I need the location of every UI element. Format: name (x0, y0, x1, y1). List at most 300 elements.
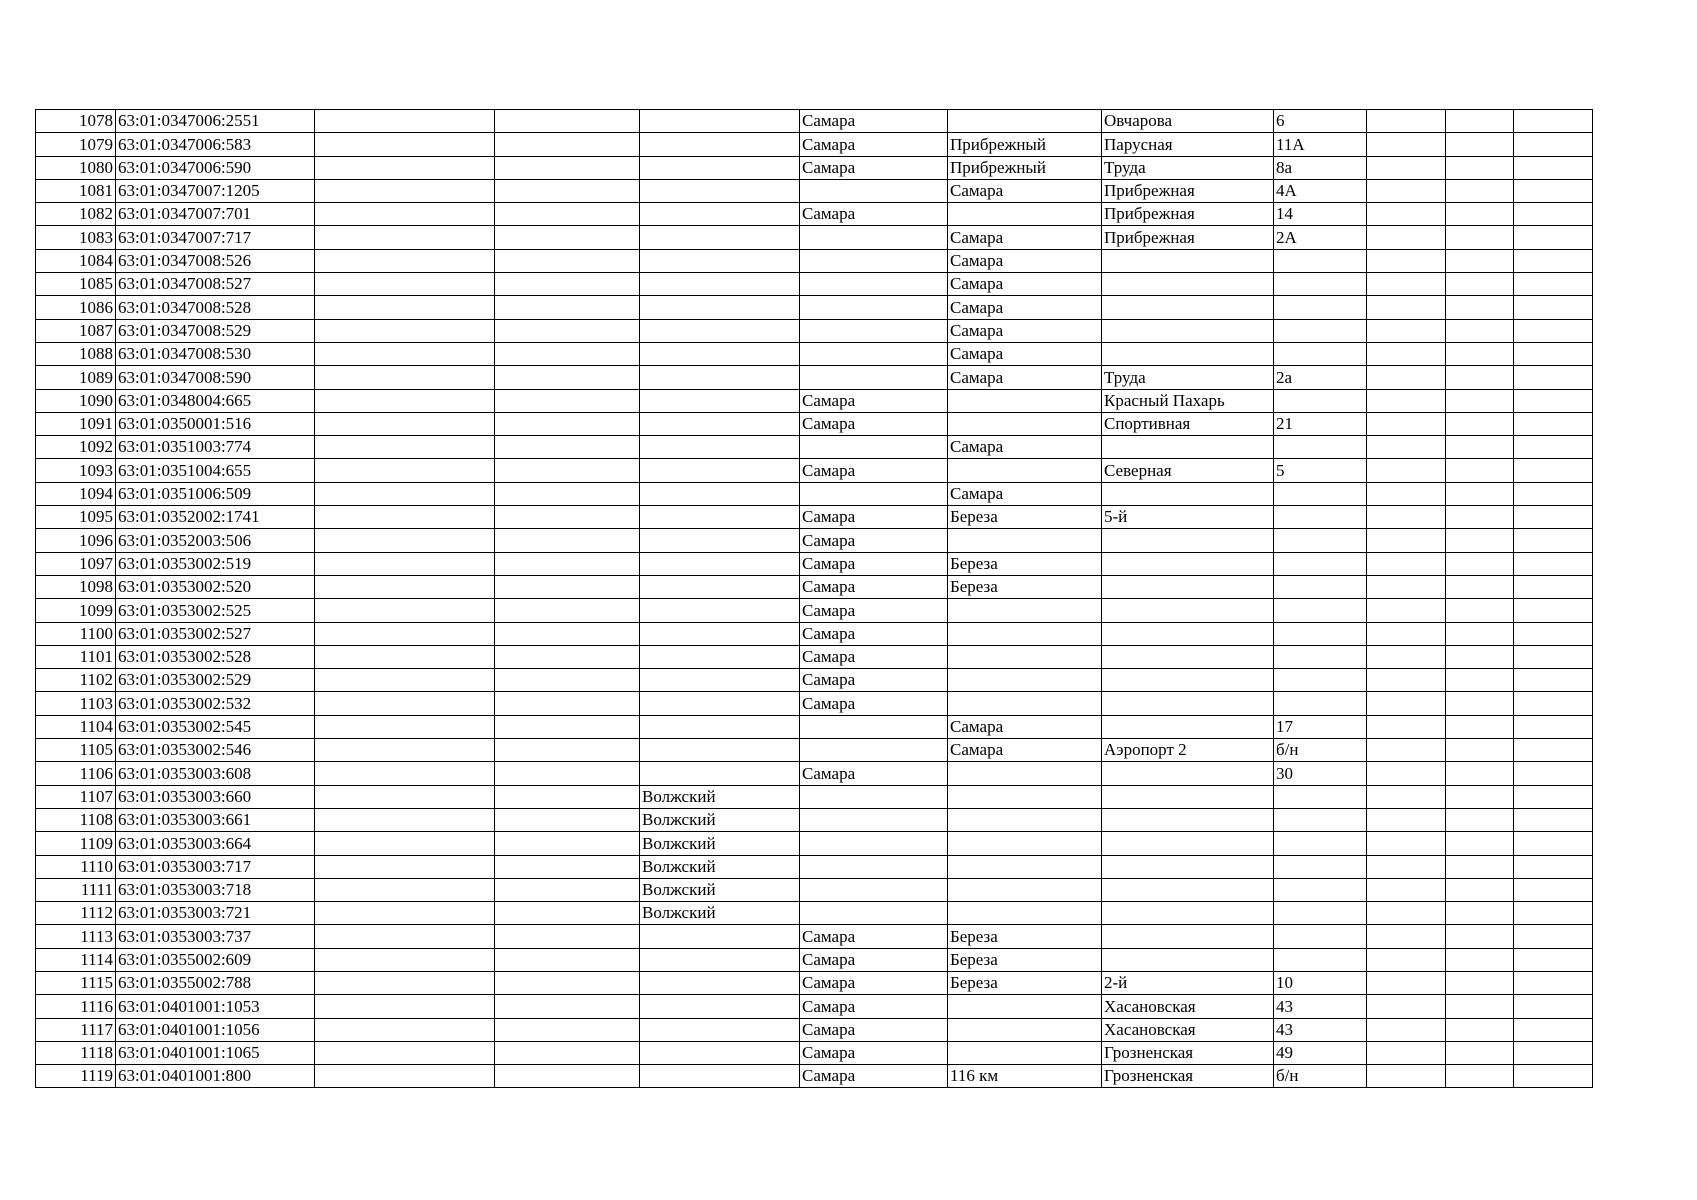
cell-c11 (1446, 832, 1514, 855)
cell-c3 (315, 156, 495, 179)
cell-house (1274, 296, 1367, 319)
cell-num: 1101 (36, 645, 116, 668)
cell-settlement (948, 645, 1102, 668)
cell-city: Самара (800, 575, 948, 598)
cell-c10 (1367, 902, 1446, 925)
cell-num: 1105 (36, 739, 116, 762)
cell-c4 (495, 296, 640, 319)
cell-c3 (315, 319, 495, 342)
cell-num: 1118 (36, 1041, 116, 1064)
cell-c10 (1367, 645, 1446, 668)
cell-street: Труда (1102, 366, 1274, 389)
cell-settlement: Самара (948, 273, 1102, 296)
cell-c11 (1446, 412, 1514, 435)
cell-c12 (1514, 1041, 1593, 1064)
cell-c10 (1367, 1041, 1446, 1064)
cell-district (640, 692, 800, 715)
cell-street (1102, 436, 1274, 459)
cell-cadastral-number: 63:01:0350001:516 (116, 412, 315, 435)
cell-settlement: Прибрежный (948, 156, 1102, 179)
cell-street: Прибрежная (1102, 226, 1274, 249)
cell-c12 (1514, 459, 1593, 482)
cell-city (800, 855, 948, 878)
cell-c10 (1367, 412, 1446, 435)
table-row (36, 925, 1593, 948)
cell-district: Волжский (640, 808, 800, 831)
cell-c12 (1514, 785, 1593, 808)
table-row (36, 739, 1593, 762)
cell-c11 (1446, 506, 1514, 529)
cell-c10 (1367, 971, 1446, 994)
cell-street (1102, 715, 1274, 738)
cell-district (640, 133, 800, 156)
cell-c3 (315, 482, 495, 505)
cell-city: Самара (800, 948, 948, 971)
cell-c3 (315, 529, 495, 552)
cell-c4 (495, 203, 640, 226)
cell-city (800, 878, 948, 901)
cell-house: 8а (1274, 156, 1367, 179)
cell-c3 (315, 599, 495, 622)
cell-num: 1099 (36, 599, 116, 622)
cell-c11 (1446, 715, 1514, 738)
cell-district: Волжский (640, 855, 800, 878)
cell-street (1102, 948, 1274, 971)
cell-settlement: Самара (948, 715, 1102, 738)
cell-house: 4А (1274, 179, 1367, 202)
cell-c10 (1367, 436, 1446, 459)
cell-city: Самара (800, 971, 948, 994)
cell-c12 (1514, 366, 1593, 389)
cell-settlement: Береза (948, 506, 1102, 529)
table-row (36, 529, 1593, 552)
cell-house (1274, 878, 1367, 901)
cell-street (1102, 319, 1274, 342)
table-row (36, 995, 1593, 1018)
cell-cadastral-number: 63:01:0347008:530 (116, 342, 315, 365)
cell-c3 (315, 249, 495, 272)
cell-city (800, 226, 948, 249)
table-row (36, 249, 1593, 272)
cell-c10 (1367, 389, 1446, 412)
cell-settlement (948, 599, 1102, 622)
cell-district (640, 249, 800, 272)
cell-cadastral-number: 63:01:0353002:520 (116, 575, 315, 598)
cell-city (800, 179, 948, 202)
cell-house (1274, 855, 1367, 878)
cell-c4 (495, 902, 640, 925)
cell-c4 (495, 948, 640, 971)
cell-street (1102, 855, 1274, 878)
cell-settlement: Самара (948, 179, 1102, 202)
cell-c10 (1367, 1018, 1446, 1041)
cell-house (1274, 529, 1367, 552)
table-row (36, 436, 1593, 459)
cell-c11 (1446, 273, 1514, 296)
cell-c3 (315, 273, 495, 296)
cell-district: Волжский (640, 785, 800, 808)
cell-district (640, 110, 800, 133)
cell-house (1274, 622, 1367, 645)
cell-city: Самара (800, 506, 948, 529)
cell-cadastral-number: 63:01:0401001:1065 (116, 1041, 315, 1064)
cell-house (1274, 599, 1367, 622)
cell-city (800, 808, 948, 831)
cell-city (800, 436, 948, 459)
cell-city: Самара (800, 925, 948, 948)
cell-c12 (1514, 832, 1593, 855)
cell-cadastral-number: 63:01:0355002:788 (116, 971, 315, 994)
cell-c4 (495, 925, 640, 948)
cell-settlement: Береза (948, 948, 1102, 971)
cell-street: Спортивная (1102, 412, 1274, 435)
cell-c11 (1446, 762, 1514, 785)
cell-c11 (1446, 971, 1514, 994)
cell-cadastral-number: 63:01:0353002:519 (116, 552, 315, 575)
cell-c10 (1367, 762, 1446, 785)
cell-house (1274, 925, 1367, 948)
cell-cadastral-number: 63:01:0353003:718 (116, 878, 315, 901)
cell-street (1102, 762, 1274, 785)
cell-c3 (315, 878, 495, 901)
cell-c3 (315, 412, 495, 435)
table-row (36, 342, 1593, 365)
cell-settlement (948, 762, 1102, 785)
cell-house (1274, 645, 1367, 668)
cell-c12 (1514, 1065, 1593, 1088)
cell-street: Хасановская (1102, 1018, 1274, 1041)
cell-c11 (1446, 226, 1514, 249)
cell-house: 11А (1274, 133, 1367, 156)
cell-cadastral-number: 63:01:0353002:532 (116, 692, 315, 715)
cell-num: 1104 (36, 715, 116, 738)
cell-num: 1098 (36, 575, 116, 598)
cell-c12 (1514, 110, 1593, 133)
cell-c11 (1446, 249, 1514, 272)
cell-c11 (1446, 319, 1514, 342)
cell-house: 2А (1274, 226, 1367, 249)
cell-settlement (948, 669, 1102, 692)
cell-c11 (1446, 110, 1514, 133)
cell-c3 (315, 1018, 495, 1041)
cell-settlement: Береза (948, 575, 1102, 598)
cell-c3 (315, 459, 495, 482)
cell-city: Самара (800, 133, 948, 156)
cell-cadastral-number: 63:01:0347008:528 (116, 296, 315, 319)
cell-c4 (495, 459, 640, 482)
cell-district (640, 273, 800, 296)
cell-cadastral-number: 63:01:0355002:609 (116, 948, 315, 971)
cell-c12 (1514, 552, 1593, 575)
cell-city: Самара (800, 645, 948, 668)
cell-street (1102, 785, 1274, 808)
table-row (36, 506, 1593, 529)
cell-settlement: Самара (948, 342, 1102, 365)
cell-settlement (948, 878, 1102, 901)
cell-house (1274, 832, 1367, 855)
cell-district (640, 366, 800, 389)
cell-num: 1112 (36, 902, 116, 925)
cell-c4 (495, 389, 640, 412)
cell-street (1102, 599, 1274, 622)
cell-district (640, 925, 800, 948)
cell-c4 (495, 855, 640, 878)
cell-district: Волжский (640, 902, 800, 925)
table-row (36, 459, 1593, 482)
cell-c4 (495, 552, 640, 575)
cell-c12 (1514, 319, 1593, 342)
cell-district (640, 156, 800, 179)
cell-street (1102, 273, 1274, 296)
cell-num: 1084 (36, 249, 116, 272)
cell-c11 (1446, 575, 1514, 598)
cell-c4 (495, 669, 640, 692)
cell-cadastral-number: 63:01:0353003:721 (116, 902, 315, 925)
cell-district (640, 342, 800, 365)
cell-cadastral-number: 63:01:0352002:1741 (116, 506, 315, 529)
cell-c4 (495, 599, 640, 622)
cell-street (1102, 552, 1274, 575)
cell-district (640, 575, 800, 598)
cell-c3 (315, 296, 495, 319)
cell-num: 1083 (36, 226, 116, 249)
cell-num: 1079 (36, 133, 116, 156)
cell-settlement: Самара (948, 366, 1102, 389)
cell-c11 (1446, 389, 1514, 412)
table-body (36, 110, 1593, 1088)
cell-c3 (315, 762, 495, 785)
table-row (36, 179, 1593, 202)
cell-city: Самара (800, 389, 948, 412)
cell-num: 1080 (36, 156, 116, 179)
cell-c4 (495, 1018, 640, 1041)
cell-house (1274, 389, 1367, 412)
cell-num: 1111 (36, 878, 116, 901)
table-row (36, 971, 1593, 994)
cell-city (800, 319, 948, 342)
cell-c10 (1367, 366, 1446, 389)
cell-c12 (1514, 669, 1593, 692)
cell-city (800, 482, 948, 505)
cell-c11 (1446, 692, 1514, 715)
table-row (36, 902, 1593, 925)
cell-house: 21 (1274, 412, 1367, 435)
cell-c12 (1514, 902, 1593, 925)
cell-settlement: Прибрежный (948, 133, 1102, 156)
cell-cadastral-number: 63:01:0351004:655 (116, 459, 315, 482)
cell-cadastral-number: 63:01:0353003:717 (116, 855, 315, 878)
cell-cadastral-number: 63:01:0401001:800 (116, 1065, 315, 1088)
cell-cadastral-number: 63:01:0353003:664 (116, 832, 315, 855)
cell-c10 (1367, 506, 1446, 529)
table-row (36, 645, 1593, 668)
cell-district (640, 319, 800, 342)
cell-c12 (1514, 529, 1593, 552)
cell-c10 (1367, 808, 1446, 831)
table-row (36, 855, 1593, 878)
cell-c12 (1514, 273, 1593, 296)
cell-cadastral-number: 63:01:0353002:546 (116, 739, 315, 762)
table-row (36, 482, 1593, 505)
cell-c3 (315, 739, 495, 762)
cell-cadastral-number: 63:01:0347007:717 (116, 226, 315, 249)
cell-house: 10 (1274, 971, 1367, 994)
cell-district (640, 436, 800, 459)
cell-c10 (1367, 296, 1446, 319)
cell-street: Грозненская (1102, 1065, 1274, 1088)
cell-settlement: Береза (948, 552, 1102, 575)
cell-c4 (495, 832, 640, 855)
cell-city: Самара (800, 622, 948, 645)
cell-c11 (1446, 878, 1514, 901)
cell-num: 1107 (36, 785, 116, 808)
cell-c11 (1446, 599, 1514, 622)
table-row (36, 948, 1593, 971)
cell-house: б/н (1274, 739, 1367, 762)
cell-city (800, 342, 948, 365)
cell-c3 (315, 552, 495, 575)
cell-num: 1090 (36, 389, 116, 412)
cell-district (640, 995, 800, 1018)
cell-c11 (1446, 739, 1514, 762)
cell-district (640, 1041, 800, 1064)
cell-c11 (1446, 552, 1514, 575)
cell-c4 (495, 715, 640, 738)
cell-c10 (1367, 249, 1446, 272)
cell-street (1102, 902, 1274, 925)
cell-c4 (495, 878, 640, 901)
cell-house (1274, 692, 1367, 715)
cell-num: 1119 (36, 1065, 116, 1088)
cell-c11 (1446, 459, 1514, 482)
cell-district (640, 552, 800, 575)
cell-c12 (1514, 1018, 1593, 1041)
cell-district (640, 715, 800, 738)
cell-c4 (495, 319, 640, 342)
cell-num: 1086 (36, 296, 116, 319)
cell-settlement (948, 808, 1102, 831)
cell-c12 (1514, 971, 1593, 994)
cell-c11 (1446, 203, 1514, 226)
cell-district (640, 203, 800, 226)
cell-settlement (948, 529, 1102, 552)
cell-c4 (495, 179, 640, 202)
cell-c4 (495, 529, 640, 552)
cell-house (1274, 669, 1367, 692)
cell-c4 (495, 739, 640, 762)
table-row (36, 156, 1593, 179)
cell-district (640, 599, 800, 622)
cell-street (1102, 645, 1274, 668)
cell-city (800, 296, 948, 319)
cell-street: Труда (1102, 156, 1274, 179)
cell-settlement: Самара (948, 436, 1102, 459)
cell-street (1102, 925, 1274, 948)
cell-c4 (495, 692, 640, 715)
data-table (35, 109, 1593, 1088)
cell-c10 (1367, 529, 1446, 552)
cell-cadastral-number: 63:01:0353003:737 (116, 925, 315, 948)
cell-district (640, 948, 800, 971)
cell-street (1102, 832, 1274, 855)
cell-c3 (315, 948, 495, 971)
cell-c4 (495, 808, 640, 831)
cell-c11 (1446, 179, 1514, 202)
cell-c4 (495, 1041, 640, 1064)
cell-num: 1108 (36, 808, 116, 831)
cell-c10 (1367, 599, 1446, 622)
cell-street (1102, 482, 1274, 505)
cell-num: 1093 (36, 459, 116, 482)
cell-settlement (948, 855, 1102, 878)
cell-cadastral-number: 63:01:0353002:545 (116, 715, 315, 738)
cell-house: 30 (1274, 762, 1367, 785)
cell-district (640, 645, 800, 668)
cell-cadastral-number: 63:01:0347008:527 (116, 273, 315, 296)
cell-c3 (315, 226, 495, 249)
cell-c12 (1514, 762, 1593, 785)
cell-city: Самара (800, 156, 948, 179)
cell-city (800, 249, 948, 272)
cell-num: 1102 (36, 669, 116, 692)
cell-c4 (495, 995, 640, 1018)
cell-num: 1106 (36, 762, 116, 785)
cell-c3 (315, 971, 495, 994)
table-row (36, 296, 1593, 319)
cell-c11 (1446, 156, 1514, 179)
cell-c10 (1367, 459, 1446, 482)
cell-cadastral-number: 63:01:0353002:525 (116, 599, 315, 622)
cell-c3 (315, 506, 495, 529)
cell-c4 (495, 110, 640, 133)
cell-settlement (948, 832, 1102, 855)
cell-num: 1113 (36, 925, 116, 948)
cell-c12 (1514, 203, 1593, 226)
table-row (36, 552, 1593, 575)
cell-c11 (1446, 1018, 1514, 1041)
cell-c12 (1514, 482, 1593, 505)
cell-c3 (315, 669, 495, 692)
cell-city: Самара (800, 692, 948, 715)
cell-num: 1115 (36, 971, 116, 994)
cell-cadastral-number: 63:01:0353003:661 (116, 808, 315, 831)
cell-c3 (315, 692, 495, 715)
cell-cadastral-number: 63:01:0347006:583 (116, 133, 315, 156)
cell-city (800, 273, 948, 296)
cell-city (800, 785, 948, 808)
cell-c12 (1514, 436, 1593, 459)
cell-c12 (1514, 575, 1593, 598)
cell-house: 17 (1274, 715, 1367, 738)
cell-house: 43 (1274, 995, 1367, 1018)
table-row (36, 599, 1593, 622)
cell-settlement (948, 902, 1102, 925)
table-row (36, 366, 1593, 389)
cell-c4 (495, 645, 640, 668)
cell-settlement: Самара (948, 249, 1102, 272)
cell-c10 (1367, 832, 1446, 855)
cell-cadastral-number: 63:01:0352003:506 (116, 529, 315, 552)
cell-cadastral-number: 63:01:0347008:526 (116, 249, 315, 272)
cell-cadastral-number: 63:01:0347006:590 (116, 156, 315, 179)
cell-num: 1092 (36, 436, 116, 459)
cell-c4 (495, 785, 640, 808)
cell-district (640, 482, 800, 505)
cell-c3 (315, 110, 495, 133)
cell-street: 5-й (1102, 506, 1274, 529)
cell-settlement: Самара (948, 482, 1102, 505)
cell-c10 (1367, 156, 1446, 179)
